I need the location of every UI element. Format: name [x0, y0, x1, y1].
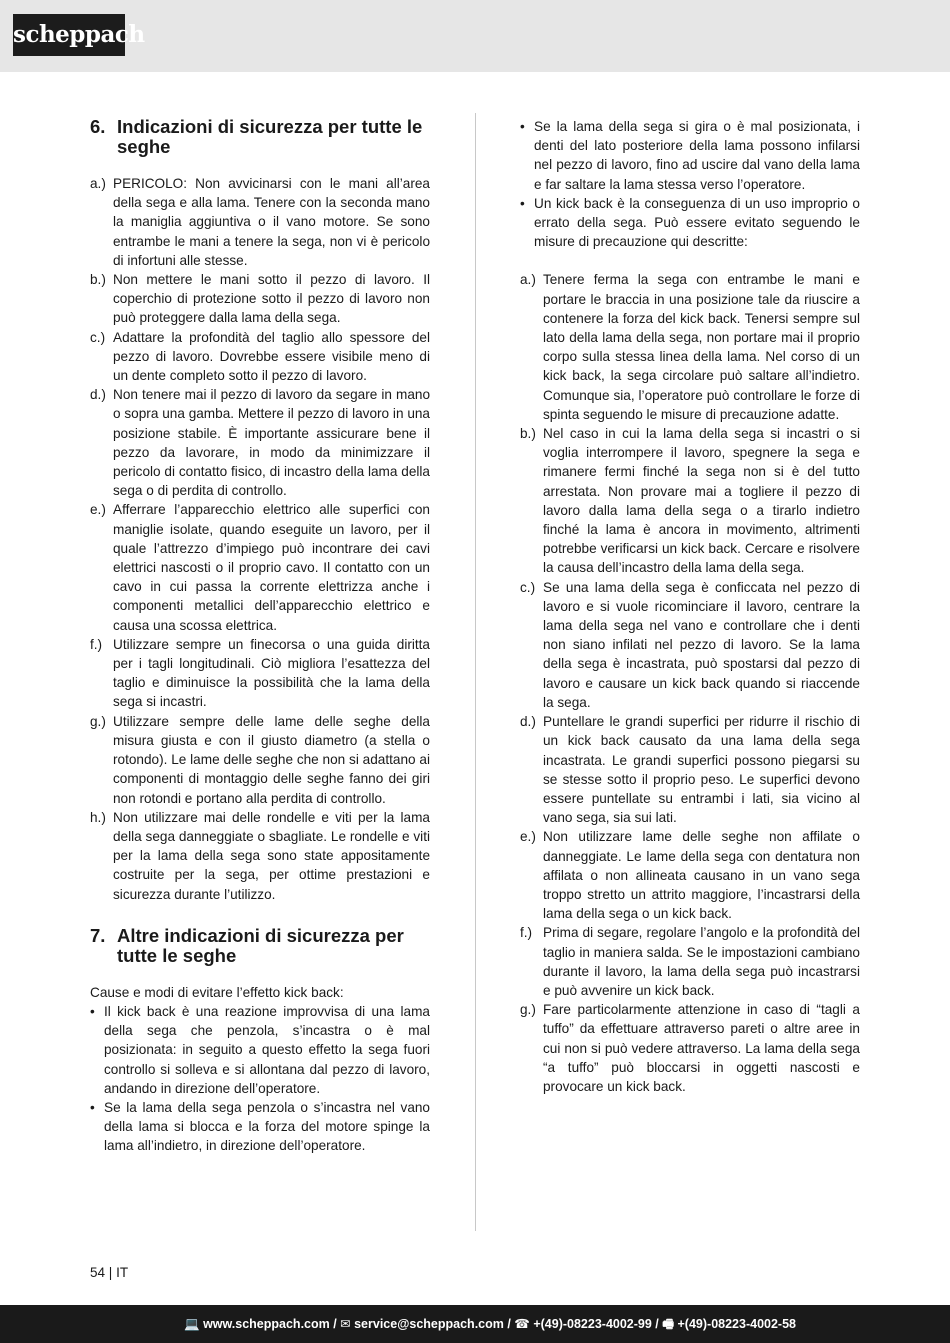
contact-info: 💻 www.scheppach.com / ✉ service@scheppach.com / ☎ +(49)-08223-4002-99 / 🖷 +(49)-08223-4002-58	[184, 1317, 796, 1331]
item-text: Utilizzare sempre un finecorsa o una guida diritta per i tagli longitudinali. Ciò migliora l’esattezza del taglio e diminuisce la possibilità che la lama della sega si incastri.	[113, 636, 430, 710]
item-label: e.)	[90, 502, 106, 518]
item-text: Non mettere le mani sotto il pezzo di lavoro. Il coperchio di protezione sotto il pezzo di lavoro non può proteggere dalla lama della sega.	[113, 272, 430, 326]
item-label: g.)	[90, 713, 106, 729]
bullet-icon: •	[90, 1003, 95, 1019]
bullet-item	[520, 117, 860, 194]
item-text: Tenere ferma la sega con entrambe le mani e portare le braccia in una posizione tale da riuscire a contenere la forza del kick back. Tenersi sempre sul lato della lama della sega, non portare mai il proprio corpo sulla stessa linea della lama. Nel corso di un kick back, la sega circolare può saltare all’indietro. Comunque sia, l’operatore può controllare le forze di spinta seguendo le misure di precauzione adatte.	[543, 272, 860, 422]
section-title: Altre indicazioni di sicurezza per tutte le seghe	[117, 924, 404, 966]
item-text: Afferrare l’apparecchio elettrico alle superfici con maniglie isolate, quando eseguite un lavoro, per il quale l’attrezzo d’impiego può incontrare dei cavi elettrici nascosti o il proprio cavo. Il contatto con un cavo in cui passa la corrente elettrizza anche i componenti metallici dell’apparecchio elettrico e causa una scossa elettrica.	[113, 502, 430, 633]
item-label: b.)	[520, 426, 536, 442]
item-text: Non tenere mai il pezzo di lavoro da segare in mano o sopra una gamba. Mettere il pezzo di lavoro in una posizione stabile. È importante assicurare bene il pezzo da lavorare, in modo da minimizzare il pericolo di contatto fisico, di incastro della lama della sega o di perdita di controllo.	[113, 387, 430, 499]
language-code: IT	[116, 1265, 129, 1280]
section-number: 7.	[90, 924, 106, 946]
item-label: b.)	[90, 272, 106, 288]
item-label: f.)	[90, 636, 103, 652]
item-label: e.)	[520, 829, 536, 845]
bullet-text: Un kick back è la conseguenza di un uso improprio o errato della sega. Può essere evitato seguendo le misure di precauzione qui descritte:	[534, 195, 860, 250]
list-item	[520, 712, 860, 827]
list-item	[90, 712, 430, 808]
item-text: Fare particolarmente attenzione in caso di “tagli a tuffo” da effettuare attraverso pareti o altre aree in cui non si può vedere attraverso. La lama della sega “a tuffo” può bloccarsi in oggetti nascosti e provocare un kick back.	[543, 1002, 860, 1094]
bullet-item	[90, 1098, 430, 1156]
list-item	[520, 270, 860, 424]
list-item	[520, 578, 860, 712]
list-item	[90, 174, 430, 270]
section-number: 6.	[90, 116, 106, 137]
item-label: c.)	[520, 579, 536, 595]
page-separator: |	[108, 1265, 113, 1280]
bullet-item	[90, 1002, 430, 1098]
column-divider	[475, 113, 476, 1231]
item-label: c.)	[90, 329, 106, 345]
item-text: Puntellare le grandi superfici per ridurre il rischio di un kick back causato da una lama della sega incastrata. Le grandi superfici possono piegarsi su se stesse sotto il proprio peso. Le superfici devono essere puntellate su entrambi i lati, sia vicino al vano sega, sia sui lati.	[543, 714, 860, 826]
list-item	[90, 635, 430, 712]
section-6-heading	[90, 117, 430, 157]
page-number-value: 54	[90, 1265, 106, 1280]
scheppach-logo: scheppach	[13, 14, 125, 56]
page-footer	[0, 1305, 950, 1343]
item-text: Prima di segare, regolare l’angolo e la profondità del taglio in maniera salda. Se le impostazioni cambiano durante il lavoro, la lama della sega può incastrarsi e può avvenire un kick back.	[543, 925, 860, 998]
list-item	[520, 923, 860, 1000]
item-text: PERICOLO: Non avvicinarsi con le mani all’area della sega e alla lama. Tenere con la seconda mano la maniglia aggiuntiva o il vano motore. Se sono entrambe le mani a tenere la sega, non vi è pericolo di infortuni alle stesse.	[113, 176, 430, 268]
bullet-text: Se la lama della sega penzola o s’incastra nel vano della lama si blocca e la forza del motore spinge la lama all’indietro, in direzione dell’operatore.	[104, 1099, 430, 1154]
right-column	[520, 117, 860, 1096]
bullet-text: Se la lama della sega si gira o è mal posizionata, i denti del lato posteriore della lama possono infilarsi nel pezzo di lavoro, fino ad uscire dal vano della lama e far saltare la lama stessa verso l’operatore.	[534, 119, 860, 192]
list-item	[90, 500, 430, 634]
bullet-item	[520, 194, 860, 252]
left-column	[90, 117, 430, 1156]
bullet-icon: •	[520, 119, 525, 134]
item-label: g.)	[520, 1002, 536, 1018]
section-7-intro: Cause e modi di evitare l’effetto kick back:	[90, 984, 344, 1000]
list-item	[520, 827, 860, 923]
item-label: d.)	[90, 387, 106, 403]
list-item	[90, 328, 430, 386]
item-text: Nel caso in cui la lama della sega si incastri o si voglia interrompere il lavoro, spegnere la sega e rimanere fermi finché la sega non si è del tutto arrestata. Non provare mai a togliere il pezzo di lavoro dalla lama della sega o a tirarlo indietro finché la lama è ancora in movimento, altrimenti potrebbe verificarsi un kick back. Cercare e risolvere la causa dell’incastro della lama della sega.	[543, 426, 860, 576]
section-6-list	[90, 174, 430, 904]
item-text: Se una lama della sega è conficcata nel pezzo di lavoro e si vuole ricominciare il lavoro, centrare la lama della sega nel vano e controllare che i denti non siano infilati nel pezzo di lavoro. Se la lama della sega è incastrata, può spostarsi dal pezzo di lavoro e causare un kick back quando si riaccende la sega.	[543, 579, 860, 710]
section-title: Indicazioni di sicurezza per tutte le seghe	[117, 116, 423, 157]
item-text: Utilizzare sempre delle lame delle seghe della misura giusta e con il giusto diametro (a stella o rotondo). Le lame delle seghe che non si adattano ai componenti di montaggio delle seghe fanno dei giri non rotondi e portano alla perdita di controllo.	[113, 713, 430, 806]
list-item	[90, 808, 430, 904]
bullet-icon: •	[90, 1099, 95, 1115]
item-label: a.)	[90, 176, 106, 191]
item-text: Non utilizzare mai delle rondelle e viti per la lama della sega danneggiate o sbagliate. Le rondelle e viti per la lama della sega sono state appositamente costruite per la sega, per ottime prestazioni e sicurezza durante l’utilizzo.	[113, 809, 430, 902]
bullet-text: Il kick back è una reazione improvvisa di una lama della sega che penzola, s’incastra o è mal posizionata: in seguito a questo effetto la sega fuori controllo si solleva e si allontana dal pezzo di lavoro, andando in direzione dell’operatore.	[104, 1003, 430, 1096]
precautions-list	[520, 270, 860, 1096]
item-label: a.)	[520, 272, 536, 288]
section-7-heading	[90, 926, 430, 966]
item-label: h.)	[90, 809, 106, 825]
item-label: d.)	[520, 714, 536, 730]
list-item	[90, 270, 430, 328]
item-label: f.)	[520, 925, 533, 941]
list-item	[520, 424, 860, 578]
bullet-icon: •	[520, 195, 525, 211]
item-text: Non utilizzare lame delle seghe non affilate o danneggiate. Le lame della sega con dentatura non affilata o non allineata causano in un vano sega troppo stretto un attrito maggiore, l’incastrarsi della lama della sega o un kick back.	[543, 829, 860, 922]
list-item	[90, 385, 430, 500]
page-header	[0, 0, 950, 72]
list-item	[520, 1000, 860, 1096]
item-text: Adattare la profondità del taglio allo spessore del pezzo di lavoro. Dovrebbe essere visibile meno di un dente completo sotto il pezzo di lavoro.	[113, 329, 430, 384]
page-number	[90, 1265, 128, 1280]
